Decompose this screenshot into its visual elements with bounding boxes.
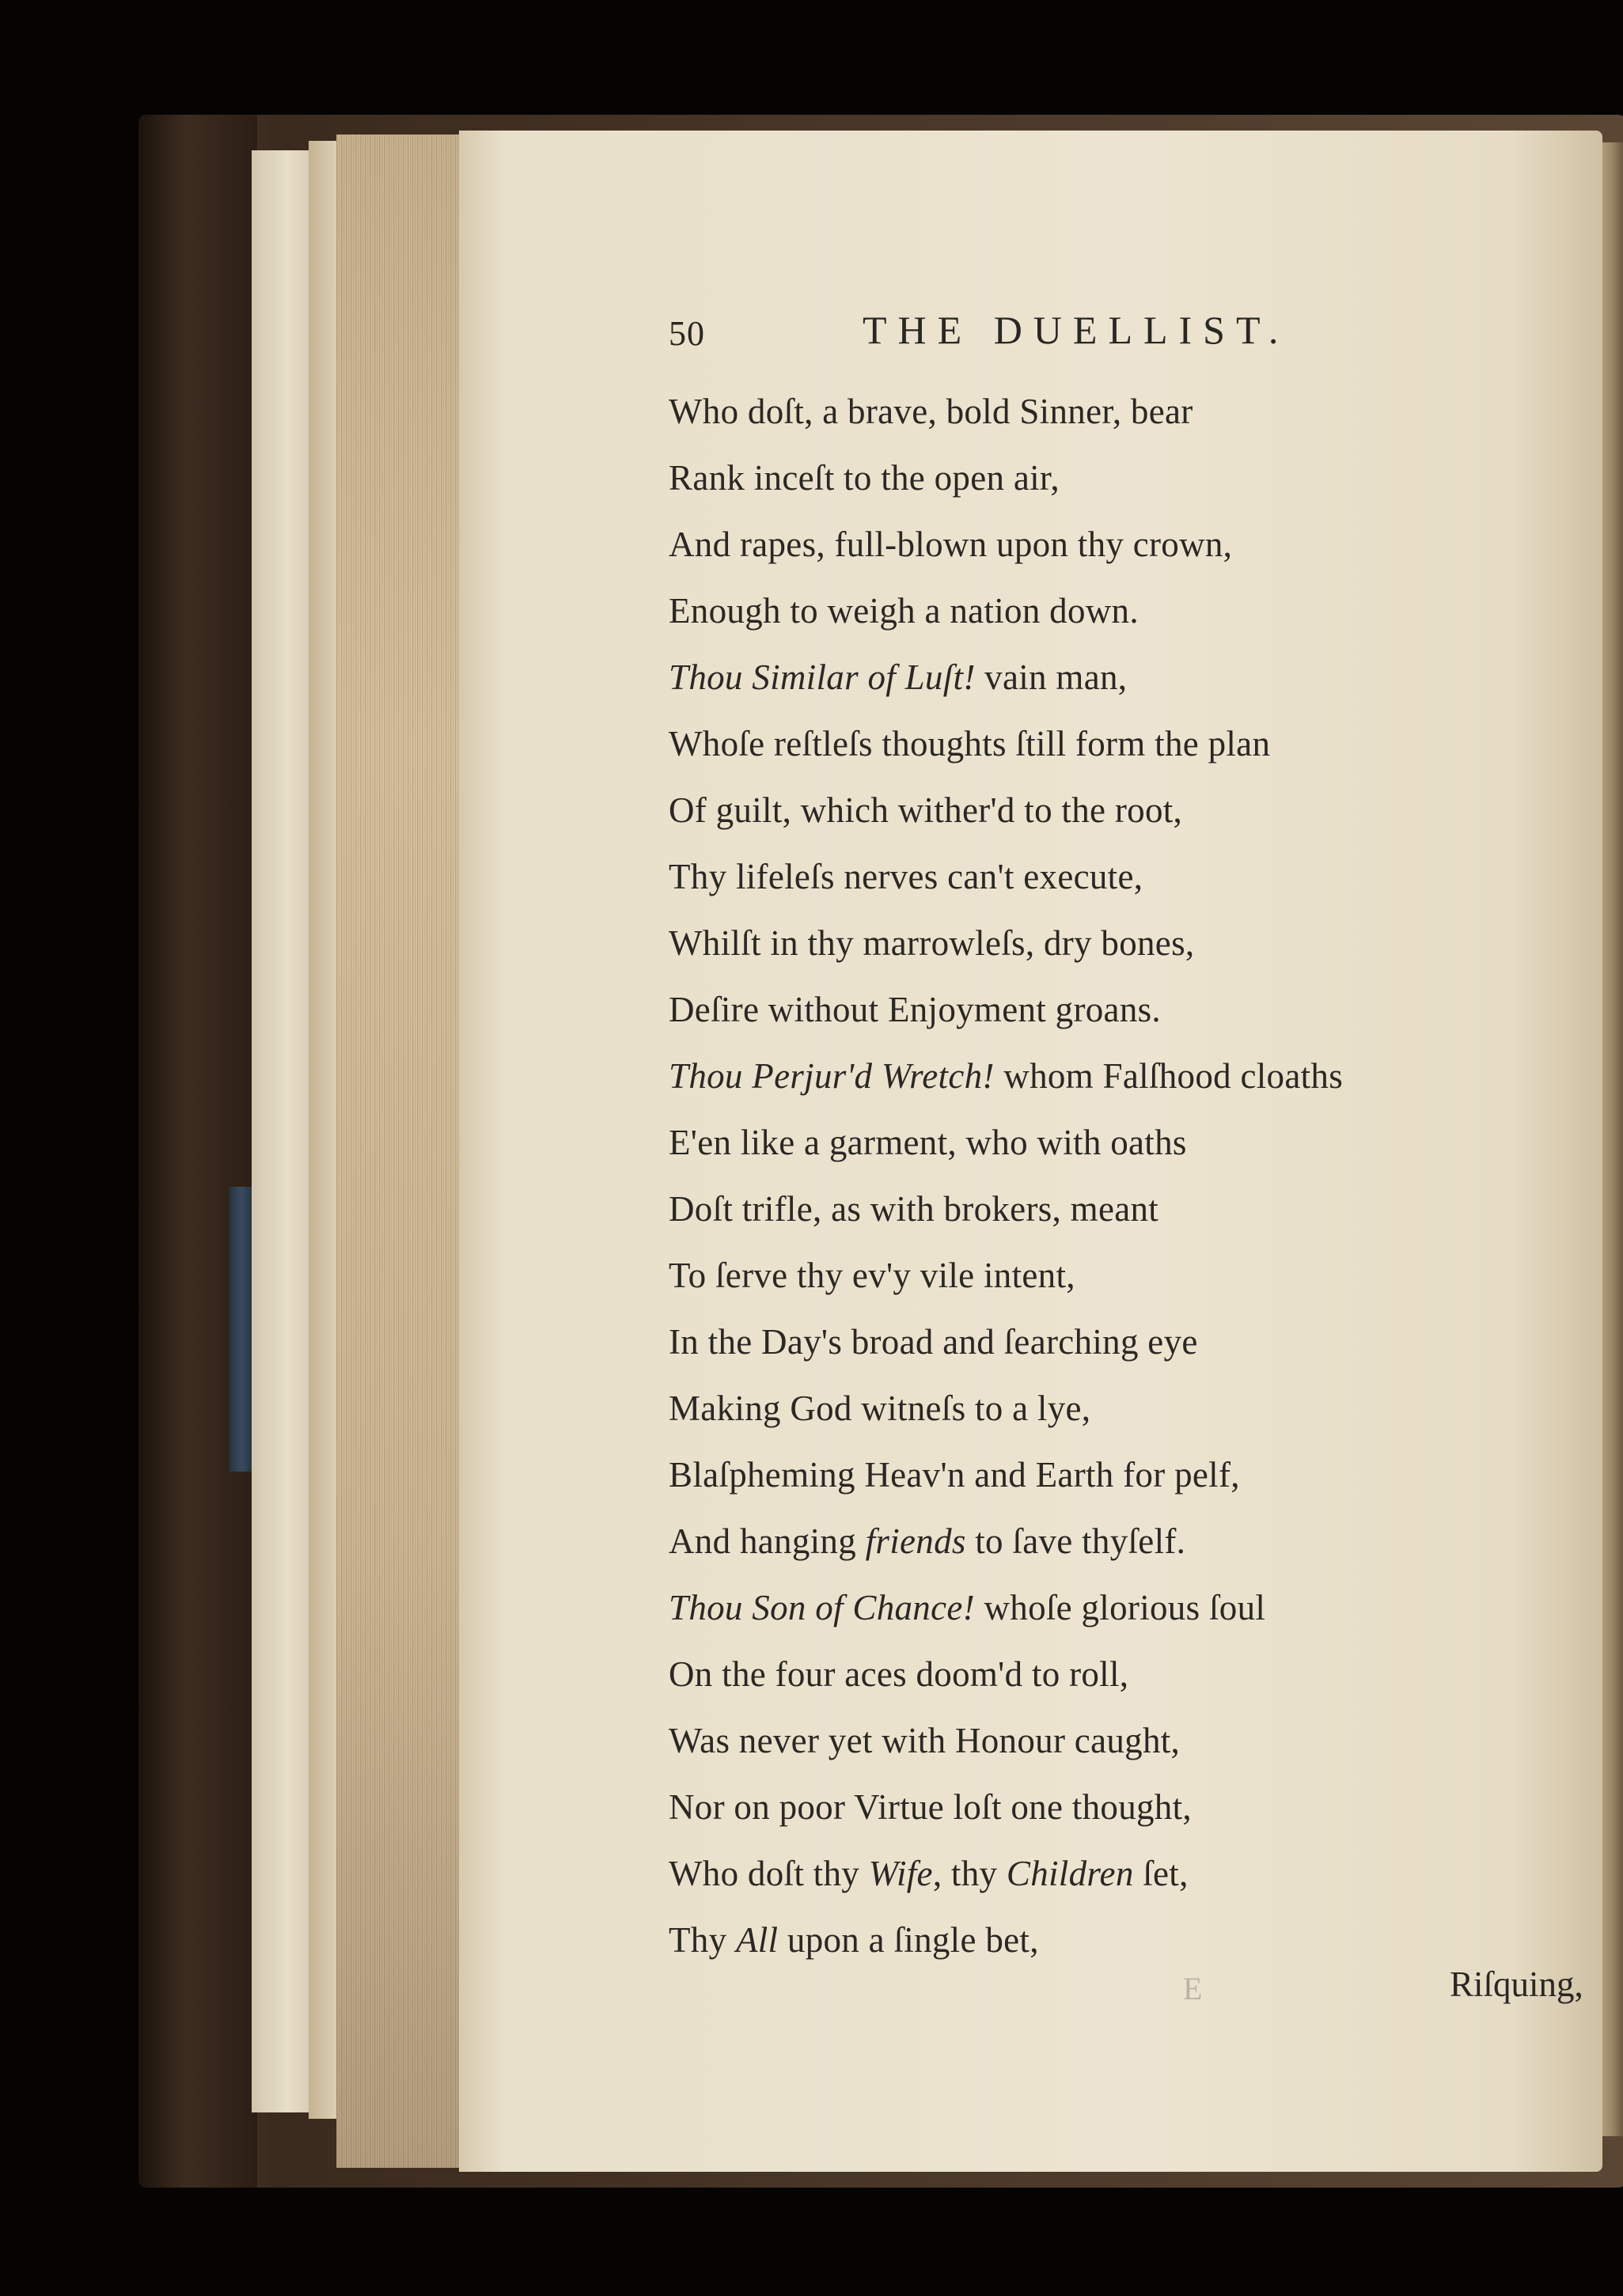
- poem-line: Who doſt thy Wife, thy Children ſet,: [669, 1854, 1189, 1893]
- page-edges-shadow: [336, 135, 463, 2168]
- poem-line: Blaſpheming Heav'n and Earth for pelf,: [669, 1455, 1240, 1495]
- poem-line: Thou Similar of Luſt! vain man,: [669, 657, 1128, 697]
- poem-line: Deſire without Enjoyment groans.: [669, 990, 1161, 1029]
- poem-line: Who doſt, a brave, bold Sinner, bear: [669, 392, 1193, 431]
- book-cover-edge: [138, 115, 257, 2188]
- poem-line: And hanging friends to ſave thyſelf.: [669, 1521, 1186, 1561]
- catchword: Riſquing,: [1450, 1964, 1583, 2004]
- poem-line: Nor on poor Virtue loſt one thought,: [669, 1787, 1192, 1827]
- poem-line: Enough to weigh a nation down.: [669, 591, 1139, 631]
- poem-line: On the four aces doom'd to roll,: [669, 1654, 1129, 1694]
- poem-text: [669, 378, 1579, 1973]
- poem-line: In the Day's broad and ſearching eye: [669, 1322, 1198, 1362]
- poem-line: Whilſt in thy marrowleſs, dry bones,: [669, 923, 1195, 963]
- cover-marbling: [229, 1187, 253, 1472]
- signature-mark: E: [1183, 1971, 1203, 2006]
- poem-line: Thou Perjur'd Wretch! whom Falſhood cloaths: [669, 1056, 1344, 1096]
- poem-line: And rapes, full-blown upon thy crown,: [669, 525, 1233, 564]
- poem-line: Rank inceſt to the open air,: [669, 458, 1060, 498]
- poem-line: Was never yet with Honour caught,: [669, 1721, 1181, 1760]
- poem-line: Whoſe reſtleſs thoughts ſtill form the plan: [669, 724, 1271, 763]
- page-header: [669, 307, 1428, 362]
- poem-line: To ſerve thy ev'y vile intent,: [669, 1256, 1075, 1295]
- poem-line: Thy All upon a ſingle bet,: [669, 1920, 1039, 1960]
- poem-line: Doſt trifle, as with brokers, meant: [669, 1189, 1159, 1229]
- poem-line: Thou Son of Chance! whoſe glorious ſoul: [669, 1588, 1266, 1627]
- page-number: 50: [669, 314, 705, 353]
- poem-line: Making God witneſs to a lye,: [669, 1389, 1091, 1428]
- poem-line: Of guilt, which wither'd to the root,: [669, 790, 1183, 830]
- running-title: THE DUELLIST.: [863, 308, 1290, 352]
- poem-line: E'en like a garment, who with oaths: [669, 1123, 1187, 1162]
- poem-line: Thy lifeleſs nerves can't execute,: [669, 857, 1143, 896]
